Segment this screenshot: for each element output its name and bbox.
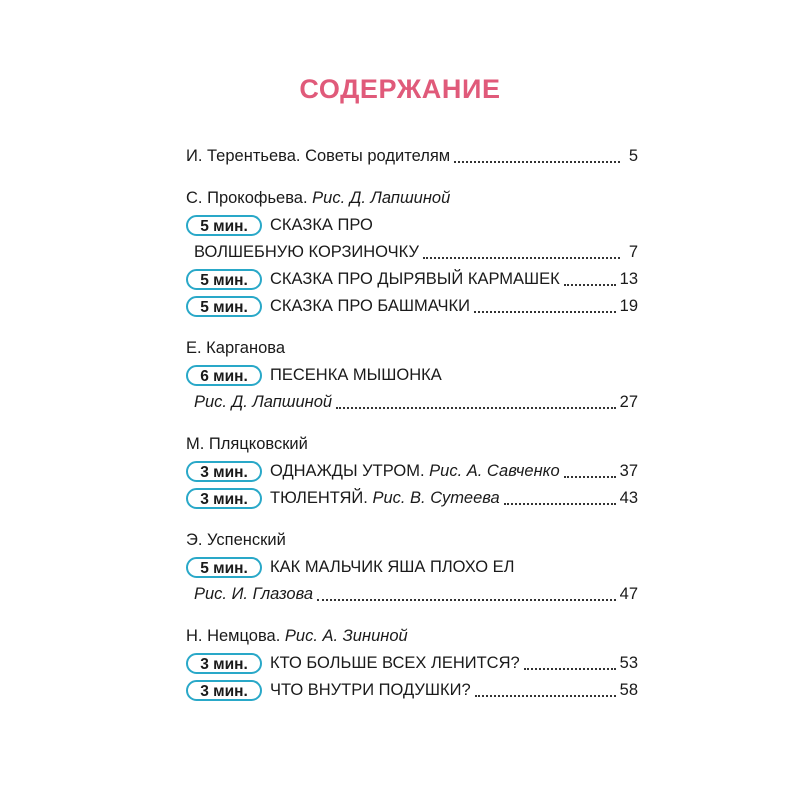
page-number: 13: [619, 270, 638, 288]
page-number: 19: [619, 297, 638, 315]
toc-entry[interactable]: [186, 458, 638, 485]
illustrator-name: Рис. Д. Лапшиной: [312, 189, 451, 207]
entry-title: КТО БОЛЬШЕ ВСЕХ ЛЕНИТСЯ?: [270, 654, 520, 672]
entry-title-continued: ВОЛШЕБНУЮ КОРЗИНОЧКУ: [194, 243, 419, 261]
dot-leader: [317, 599, 616, 601]
page-number: 43: [619, 489, 638, 507]
author-line: [186, 185, 638, 212]
entry-title: СКАЗКА ПРО БАШМАЧКИ: [270, 297, 470, 315]
entry-title: СКАЗКА ПРО: [270, 216, 373, 234]
illustrator-name: Рис. И. Глазова: [194, 585, 314, 603]
author-name: М. Пляцковский: [186, 435, 308, 453]
toc-group-intro: [186, 143, 638, 170]
toc-group-prokofieva: [186, 185, 638, 320]
entry-title: ТЮЛЕНТЯЙ.: [270, 489, 368, 507]
reading-time-badge: 3 мин.: [186, 680, 262, 701]
dot-leader: [524, 668, 616, 670]
illustrator-name: Рис. А. Зининой: [284, 627, 408, 645]
toc-entry[interactable]: [186, 362, 638, 389]
toc-entry[interactable]: [186, 554, 638, 581]
reading-time-badge: 5 мин.: [186, 296, 262, 317]
toc-entry[interactable]: [186, 143, 638, 170]
entry-title: ЧТО ВНУТРИ ПОДУШКИ?: [270, 681, 471, 699]
entry-title: ПЕСЕНКА МЫШОНКА: [270, 366, 442, 384]
author-name: Э. Успенский: [186, 531, 286, 549]
reading-time-badge: 6 мин.: [186, 365, 262, 386]
author-line: [186, 431, 638, 458]
illustrator-name: Рис. Д. Лапшиной: [194, 393, 333, 411]
illustrator-name: Рис. В. Сутеева: [372, 489, 500, 507]
page-number: 53: [619, 654, 638, 672]
entry-title: И. Терентьева. Советы родителям: [186, 147, 451, 165]
reading-time-badge: 5 мин.: [186, 269, 262, 290]
toc-entry-continuation[interactable]: [186, 389, 638, 416]
toc-group-karganova: [186, 335, 638, 416]
illustrator-name: Рис. А. Савченко: [429, 462, 560, 480]
author-line: [186, 623, 638, 650]
dot-leader: [564, 476, 616, 478]
dot-leader: [504, 503, 616, 505]
toc-group-uspensky: [186, 527, 638, 608]
page-number: 27: [619, 393, 638, 411]
toc-entry[interactable]: [186, 650, 638, 677]
entry-title: СКАЗКА ПРО ДЫРЯВЫЙ КАРМАШЕК: [270, 270, 560, 288]
page-number: 47: [619, 585, 638, 603]
page-number: 58: [619, 681, 638, 699]
author-name: Е. Карганова: [186, 339, 286, 357]
toc-entry[interactable]: [186, 293, 638, 320]
table-of-contents: [186, 143, 638, 704]
toc-entry[interactable]: [186, 212, 638, 239]
toc-entry[interactable]: [186, 485, 638, 512]
dot-leader: [454, 161, 620, 163]
reading-time-badge: 5 мин.: [186, 557, 262, 578]
author-name: С. Прокофьева.: [186, 189, 308, 207]
dot-leader: [475, 695, 616, 697]
dot-leader: [423, 257, 620, 259]
toc-entry[interactable]: [186, 677, 638, 704]
page-number: 7: [628, 243, 638, 261]
reading-time-badge: 3 мин.: [186, 488, 262, 509]
dot-leader: [336, 407, 616, 409]
toc-group-nemtsova: [186, 623, 638, 704]
entry-title: КАК МАЛЬЧИК ЯША ПЛОХО ЕЛ: [270, 558, 515, 576]
page-number: 5: [628, 147, 638, 165]
reading-time-badge: 3 мин.: [186, 653, 262, 674]
toc-entry-continuation[interactable]: [186, 581, 638, 608]
page-number: 37: [619, 462, 638, 480]
dot-leader: [564, 284, 616, 286]
dot-leader: [474, 311, 616, 313]
toc-entry-continuation[interactable]: [186, 239, 638, 266]
page-title: СОДЕРЖАНИЕ: [299, 74, 501, 104]
author-line: [186, 335, 638, 362]
toc-entry[interactable]: [186, 266, 638, 293]
author-line: [186, 527, 638, 554]
author-name: Н. Немцова.: [186, 627, 281, 645]
reading-time-badge: 3 мин.: [186, 461, 262, 482]
entry-title: ОДНАЖДЫ УТРОМ.: [270, 462, 425, 480]
reading-time-badge: 5 мин.: [186, 215, 262, 236]
toc-group-plyatskovsky: [186, 431, 638, 512]
